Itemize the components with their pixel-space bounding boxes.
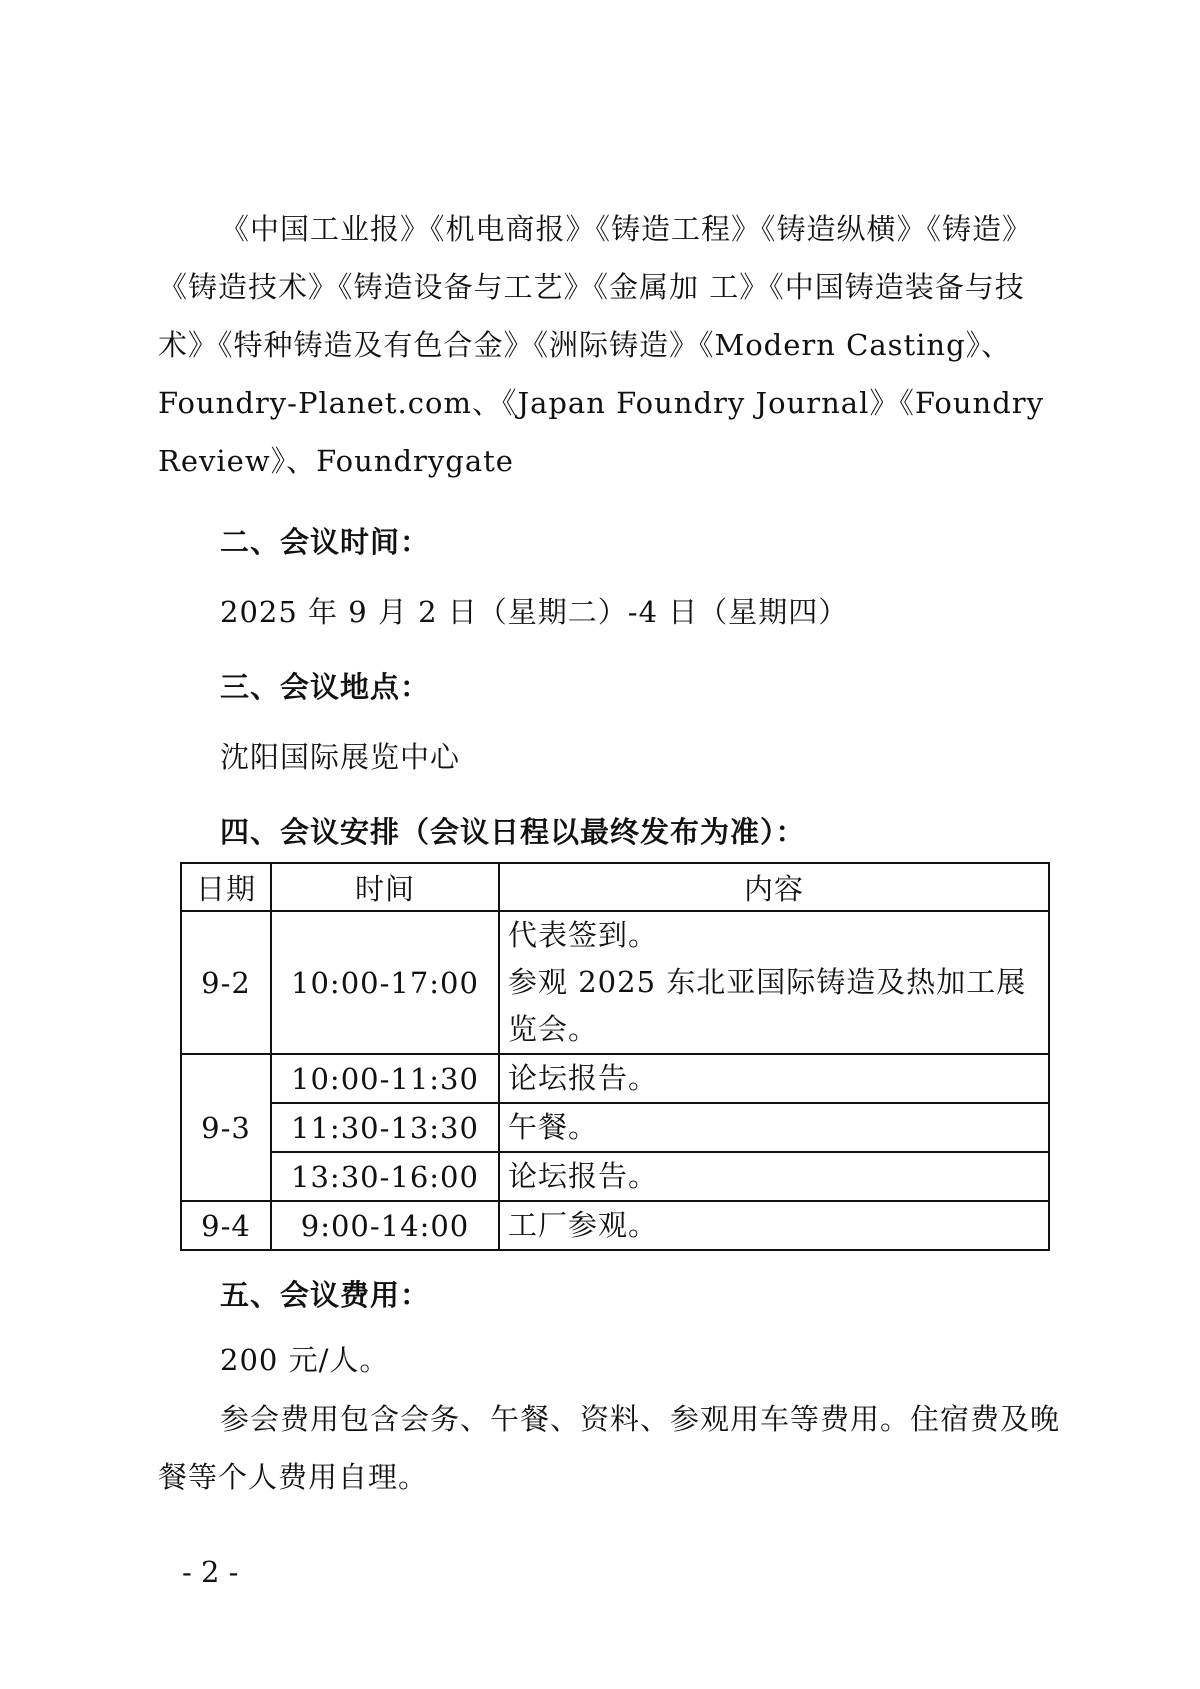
table-row <box>181 1054 1049 1103</box>
section-heading-time: 二、会议时间： <box>220 525 431 559</box>
meeting-venue-text: 沈阳国际展览中心 <box>220 740 461 774</box>
cell-time: 9:00-14:00 <box>271 1201 499 1250</box>
table-row <box>181 1201 1049 1250</box>
cell-content: 工厂参观。 <box>499 1201 1049 1250</box>
cell-content: 论坛报告。 <box>499 1054 1049 1103</box>
content-line: 代表签到。 <box>508 918 659 952</box>
media-list-paragraph: 《中国工业报》《机电商报》《铸造工程》《铸造纵横》《铸造》《铸造技术》《铸造设备与工艺》《金属加 工》《中国铸造装备与技术》《特种铸造及有色合金》《洲际铸造》《Modern Casting》、Foundry-Planet.com、《Japan Foundry Journal》《Foundry Review》、Foundrygate <box>158 212 1045 478</box>
cell-date: 9-4 <box>181 1201 271 1250</box>
section-heading-fee: 五、会议费用： <box>220 1278 431 1312</box>
header-date: 日期 <box>181 863 271 911</box>
section-heading-venue: 三、会议地点： <box>220 670 431 704</box>
page-number: - 2 - <box>182 1555 239 1589</box>
cell-date: 9-3 <box>181 1054 271 1201</box>
content-line: 参观 2025 东北亚国际铸造及热加工展览会。 <box>508 965 1027 1046</box>
fee-amount-text: 200 元/人。 <box>220 1343 390 1377</box>
header-time: 时间 <box>271 863 499 911</box>
header-content: 内容 <box>499 863 1049 911</box>
table-row <box>181 1152 1049 1201</box>
cell-content <box>499 911 1049 1054</box>
cell-time: 10:00-17:00 <box>271 911 499 1054</box>
schedule-table <box>180 862 1050 1251</box>
cell-time: 10:00-11:30 <box>271 1054 499 1103</box>
meeting-date-text: 2025 年 9 月 2 日（星期二）-4 日（星期四） <box>220 595 849 629</box>
cell-content: 午餐。 <box>499 1103 1049 1152</box>
table-row <box>181 911 1049 1054</box>
section-heading-schedule: 四、会议安排（会议日程以最终发布为准）： <box>220 815 806 849</box>
table-row <box>181 1103 1049 1152</box>
table-header-row <box>181 863 1049 911</box>
fee-note-paragraph: 参会费用包含会务、午餐、资料、参观用车等费用。住宿费及晚餐等个人费用自理。 <box>158 1402 1061 1494</box>
cell-content: 论坛报告。 <box>499 1152 1049 1201</box>
cell-time: 13:30-16:00 <box>271 1152 499 1201</box>
cell-date: 9-2 <box>181 911 271 1054</box>
cell-time: 11:30-13:30 <box>271 1103 499 1152</box>
